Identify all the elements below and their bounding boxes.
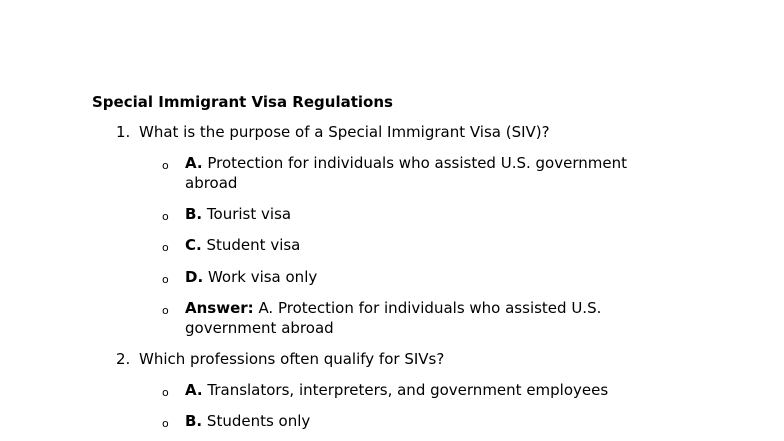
option-text: Student visa: [206, 236, 301, 254]
bullet-icon: o: [162, 273, 169, 286]
question-number: 1.: [116, 123, 131, 141]
question-1: [116, 122, 550, 142]
option-text: Tourist visa: [206, 205, 292, 223]
option-label: A.: [185, 154, 203, 172]
question-2: [116, 349, 444, 369]
question-text: Which professions often qualify for SIVs?: [139, 350, 445, 368]
option-label: D.: [185, 268, 204, 286]
answer-text: A. Protection for individuals who assisted U.S. government abroad: [185, 299, 602, 337]
bullet-icon: o: [162, 241, 169, 254]
option-label: B.: [185, 412, 203, 430]
bullet-icon: o: [162, 304, 169, 317]
bullet-icon: o: [162, 417, 169, 430]
option-text: Work visa only: [207, 268, 318, 286]
option-label: B.: [185, 205, 203, 223]
question-number: 2.: [116, 350, 131, 368]
document-title: Special Immigrant Visa Regulations: [92, 93, 393, 111]
option-label: C.: [185, 236, 202, 254]
question-text: What is the purpose of a Special Immigrant Visa (SIV)?: [139, 123, 550, 141]
answer-label: Answer:: [185, 299, 254, 317]
bullet-icon: o: [162, 159, 169, 172]
option-text: Protection for individuals who assisted U.S. government abroad: [185, 154, 627, 192]
bullet-icon: o: [162, 386, 169, 399]
option-label: A.: [185, 381, 203, 399]
bullet-icon: o: [162, 210, 169, 223]
option-text: Translators, interpreters, and government employees: [207, 381, 609, 399]
option-text: Students only: [206, 412, 311, 430]
